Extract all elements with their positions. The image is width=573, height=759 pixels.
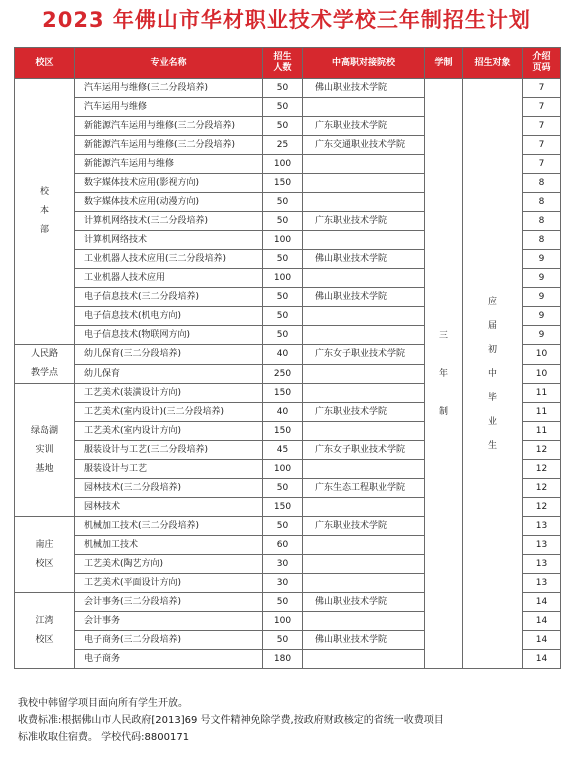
- college-cell: [303, 555, 425, 574]
- page-cell: 7: [523, 79, 561, 98]
- campus-name-part: 本: [39, 206, 49, 216]
- header-count: 招生 人数: [263, 48, 303, 79]
- target-char: 初: [487, 344, 497, 355]
- page-cell: 9: [523, 288, 561, 307]
- footer-line: 我校中韩留学项目面向所有学生开放。: [18, 698, 188, 709]
- page-cell: 9: [523, 326, 561, 345]
- college-cell: 广东女子职业技术学院: [303, 345, 425, 365]
- major-cell: 新能源汽车运用与维修: [75, 155, 263, 174]
- header-page: 介绍 页码: [523, 48, 561, 79]
- college-cell: [303, 174, 425, 193]
- college-cell: 佛山职业技术学院: [303, 79, 425, 98]
- page-cell: 7: [523, 117, 561, 136]
- major-cell: 幼儿保育(三二分段培养): [75, 345, 263, 365]
- college-cell: [303, 269, 425, 288]
- count-cell: 50: [263, 98, 303, 117]
- major-cell: 电子信息技术(物联网方向): [75, 326, 263, 345]
- campus-name-part: 人民路: [30, 349, 58, 359]
- duration-char: 制: [438, 406, 448, 417]
- page-cell: 8: [523, 231, 561, 250]
- header-duration: 学制: [425, 48, 463, 79]
- college-cell: [303, 574, 425, 593]
- campus-name-part: 教学点: [30, 368, 58, 378]
- college-cell: [303, 193, 425, 212]
- header-college: 中高职对接院校: [303, 48, 425, 79]
- count-cell: 50: [263, 288, 303, 307]
- count-cell: 50: [263, 593, 303, 612]
- footer-line: 标准收取住宿费。 学校代码:8800171: [18, 732, 190, 743]
- page-cell: 7: [523, 155, 561, 174]
- page-cell: 9: [523, 250, 561, 269]
- count-cell: 25: [263, 136, 303, 155]
- major-cell: 电子商务(三二分段培养): [75, 631, 263, 650]
- table-body: [15, 79, 561, 669]
- page-cell: 12: [523, 498, 561, 517]
- count-cell: 45: [263, 441, 303, 460]
- count-cell: 100: [263, 155, 303, 174]
- college-cell: 广东交通职业技术学院: [303, 136, 425, 155]
- campus-name-part: 江湾: [35, 615, 54, 626]
- target-char: 毕: [487, 392, 497, 403]
- footer-notes: [18, 695, 558, 746]
- page-cell: 13: [523, 555, 561, 574]
- page-cell: 7: [523, 98, 561, 117]
- college-cell: 广东职业技术学院: [303, 212, 425, 231]
- page-cell: 12: [523, 460, 561, 479]
- page-cell: 14: [523, 612, 561, 631]
- college-cell: 佛山职业技术学院: [303, 593, 425, 612]
- major-cell: 计算机网络技术(三二分段培养): [75, 212, 263, 231]
- count-cell: 100: [263, 269, 303, 288]
- college-cell: 广东生态工程职业学院: [303, 479, 425, 498]
- duration-char: 年: [438, 368, 448, 379]
- count-cell: 150: [263, 422, 303, 441]
- page-cell: 8: [523, 193, 561, 212]
- page-cell: 8: [523, 212, 561, 231]
- count-cell: 250: [263, 364, 303, 384]
- college-cell: [303, 612, 425, 631]
- major-cell: 数字媒体技术应用(动漫方向): [75, 193, 263, 212]
- major-cell: 数字媒体技术应用(影视方向): [75, 174, 263, 193]
- campus-name-part: 绿岛湖: [30, 425, 58, 436]
- major-cell: 幼儿保育: [75, 364, 263, 384]
- major-cell: 服装设计与工艺(三二分段培养): [75, 441, 263, 460]
- major-cell: 机械加工技术: [75, 536, 263, 555]
- target-char: 业: [487, 416, 497, 427]
- college-cell: 佛山职业技术学院: [303, 631, 425, 650]
- college-cell: [303, 231, 425, 250]
- page-cell: 14: [523, 631, 561, 650]
- college-cell: [303, 498, 425, 517]
- page-cell: 14: [523, 593, 561, 612]
- count-cell: 50: [263, 79, 303, 98]
- header-campus: 校区: [15, 48, 75, 79]
- campus-cell: [15, 79, 75, 345]
- major-cell: 园林技术: [75, 498, 263, 517]
- page-cell: 11: [523, 384, 561, 403]
- major-cell: 工业机器人技术应用(三二分段培养): [75, 250, 263, 269]
- major-cell: 会计事务: [75, 612, 263, 631]
- campus-cell: [15, 517, 75, 593]
- count-cell: 100: [263, 460, 303, 479]
- major-cell: 汽车运用与维修(三二分段培养): [75, 79, 263, 98]
- page-cell: 12: [523, 479, 561, 498]
- count-cell: 50: [263, 212, 303, 231]
- page-cell: 13: [523, 536, 561, 555]
- major-cell: 工艺美术(室内设计)(三二分段培养): [75, 403, 263, 422]
- campus-name-part: 部: [39, 225, 49, 235]
- page-cell: 10: [523, 345, 561, 365]
- count-cell: 50: [263, 517, 303, 536]
- college-cell: 佛山职业技术学院: [303, 288, 425, 307]
- count-cell: 40: [263, 345, 303, 365]
- count-cell: 50: [263, 117, 303, 136]
- campus-cell: [15, 384, 75, 517]
- count-cell: 50: [263, 307, 303, 326]
- page-cell: 12: [523, 441, 561, 460]
- campus-cell: [15, 593, 75, 669]
- major-cell: 工业机器人技术应用: [75, 269, 263, 288]
- page-cell: 9: [523, 307, 561, 326]
- major-cell: 新能源汽车运用与维修(三二分段培养): [75, 136, 263, 155]
- count-cell: 30: [263, 555, 303, 574]
- major-cell: 电子信息技术(三二分段培养): [75, 288, 263, 307]
- campus-name-part: 基地: [35, 463, 54, 474]
- duration-char: 三: [438, 330, 448, 341]
- header-target: 招生对象: [463, 48, 523, 79]
- college-cell: 广东职业技术学院: [303, 117, 425, 136]
- table-row: [15, 79, 561, 98]
- major-cell: 新能源汽车运用与维修(三二分段培养): [75, 117, 263, 136]
- college-cell: [303, 384, 425, 403]
- page-cell: 11: [523, 403, 561, 422]
- page-cell: 13: [523, 517, 561, 536]
- count-cell: 100: [263, 231, 303, 250]
- count-cell: 50: [263, 250, 303, 269]
- header-major: 专业名称: [75, 48, 263, 79]
- page-cell: 8: [523, 174, 561, 193]
- target-char: 届: [487, 320, 497, 331]
- page-cell: 7: [523, 136, 561, 155]
- major-cell: 电子商务: [75, 650, 263, 669]
- college-cell: [303, 460, 425, 479]
- count-cell: 40: [263, 403, 303, 422]
- count-cell: 60: [263, 536, 303, 555]
- count-cell: 150: [263, 498, 303, 517]
- count-cell: 30: [263, 574, 303, 593]
- page-cell: 10: [523, 364, 561, 384]
- campus-name-part: 校区: [35, 634, 54, 645]
- college-cell: [303, 650, 425, 669]
- major-cell: 会计事务(三二分段培养): [75, 593, 263, 612]
- count-cell: 150: [263, 384, 303, 403]
- major-cell: 工艺美术(室内设计方向): [75, 422, 263, 441]
- major-cell: 电子信息技术(机电方向): [75, 307, 263, 326]
- major-cell: 计算机网络技术: [75, 231, 263, 250]
- college-cell: [303, 536, 425, 555]
- major-cell: 园林技术(三二分段培养): [75, 479, 263, 498]
- campus-name-part: 实训: [35, 444, 54, 455]
- page-title: 2023 年佛山市华材职业技术学校三年制招生计划: [42, 8, 531, 32]
- major-cell: 工艺美术(装潢设计方向): [75, 384, 263, 403]
- college-cell: 广东职业技术学院: [303, 517, 425, 536]
- college-cell: 广东职业技术学院: [303, 403, 425, 422]
- target-char: 生: [487, 440, 497, 451]
- target-char: 应: [487, 296, 497, 307]
- college-cell: [303, 155, 425, 174]
- college-cell: [303, 364, 425, 384]
- enrollment-table: [14, 47, 561, 669]
- target-char: 中: [487, 368, 497, 379]
- count-cell: 50: [263, 631, 303, 650]
- major-cell: 服装设计与工艺: [75, 460, 263, 479]
- college-cell: [303, 422, 425, 441]
- count-cell: 150: [263, 174, 303, 193]
- duration-cell: [425, 79, 463, 669]
- enrollment-table-container: [14, 47, 560, 669]
- campus-cell: [15, 345, 75, 384]
- campus-name-part: 校: [39, 187, 49, 197]
- major-cell: 工艺美术(平面设计方向): [75, 574, 263, 593]
- college-cell: 佛山职业技术学院: [303, 250, 425, 269]
- college-cell: [303, 98, 425, 117]
- page-cell: 11: [523, 422, 561, 441]
- major-cell: 机械加工技术(三二分段培养): [75, 517, 263, 536]
- table-header-row: [15, 48, 561, 79]
- target-cell: [463, 79, 523, 669]
- page-cell: 9: [523, 269, 561, 288]
- college-cell: [303, 307, 425, 326]
- major-cell: 工艺美术(陶艺方向): [75, 555, 263, 574]
- count-cell: 100: [263, 612, 303, 631]
- page-cell: 14: [523, 650, 561, 669]
- count-cell: 50: [263, 193, 303, 212]
- footer-line: 收费标准:根据佛山市人民政府[2013]69 号文件精神免除学费,按政府财政核定的省统一收费项目: [18, 715, 444, 726]
- college-cell: 广东女子职业技术学院: [303, 441, 425, 460]
- campus-name-part: 南庄: [35, 539, 54, 550]
- page-cell: 13: [523, 574, 561, 593]
- major-cell: 汽车运用与维修: [75, 98, 263, 117]
- count-cell: 180: [263, 650, 303, 669]
- count-cell: 50: [263, 479, 303, 498]
- campus-name-part: 校区: [35, 558, 54, 569]
- count-cell: 50: [263, 326, 303, 345]
- college-cell: [303, 326, 425, 345]
